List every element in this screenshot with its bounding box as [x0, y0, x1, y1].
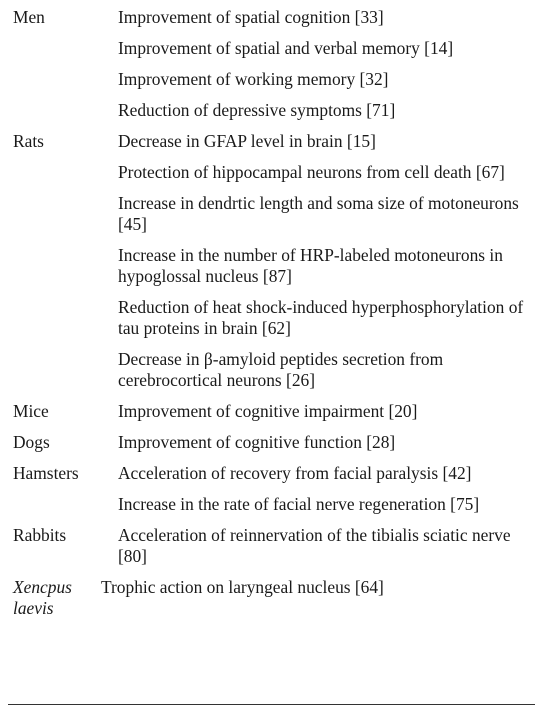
effect-item: Acceleration of reinnervation of the tibialis sciatic nerve [80]	[118, 525, 511, 566]
effects-list	[118, 463, 535, 525]
species-label: Mice	[13, 401, 49, 421]
effects-list	[118, 525, 535, 577]
effect-item: Improvement of cognitive impairment [20]	[118, 401, 418, 421]
table-row	[8, 401, 535, 432]
table-row	[8, 7, 535, 131]
effects-list	[101, 577, 535, 619]
table-row	[8, 432, 535, 463]
species-label: Rabbits	[13, 525, 67, 545]
effects-table	[8, 7, 535, 619]
effect-item: Acceleration of recovery from facial paralysis [42]	[118, 463, 472, 483]
effect-item: Improvement of spatial and verbal memory [14]	[118, 38, 454, 58]
species-label: Dogs	[13, 432, 50, 452]
effect-item: Reduction of depressive symptoms [71]	[118, 100, 396, 120]
table-row	[8, 463, 535, 525]
effect-item: Trophic action on laryngeal nucleus [64]	[101, 577, 384, 597]
table-row	[8, 577, 535, 619]
effect-item: Improvement of cognitive function [28]	[118, 432, 396, 452]
effect-item: Decrease in β-amyloid peptides secretion from cerebrocortical neurons [26]	[118, 349, 444, 390]
effects-list	[118, 401, 535, 432]
species-label: Xencpus laevis	[13, 577, 72, 618]
effects-list	[118, 131, 535, 401]
effect-item: Improvement of spatial cognition [33]	[118, 7, 384, 27]
species-label: Hamsters	[13, 463, 79, 483]
table-bottom-rule	[8, 704, 535, 705]
table-row	[8, 131, 535, 401]
species-label: Men	[13, 7, 45, 27]
effects-list	[118, 432, 535, 463]
effect-item: Increase in the rate of facial nerve regeneration [75]	[118, 494, 480, 514]
table-row	[8, 525, 535, 577]
effects-list	[118, 7, 535, 131]
effect-item: Improvement of working memory [32]	[118, 69, 389, 89]
species-label: Rats	[13, 131, 44, 151]
effect-item: Reduction of heat shock-induced hyperphosphorylation of tau proteins in brain [62]	[118, 297, 524, 338]
effect-item: Protection of hippocampal neurons from cell death [67]	[118, 162, 505, 182]
effect-item: Increase in the number of HRP-labeled motoneurons in hypoglossal nucleus [87]	[118, 245, 503, 286]
effect-item: Increase in dendrtic length and soma size of motoneurons [45]	[118, 193, 519, 234]
effect-item: Decrease in GFAP level in brain [15]	[118, 131, 376, 151]
